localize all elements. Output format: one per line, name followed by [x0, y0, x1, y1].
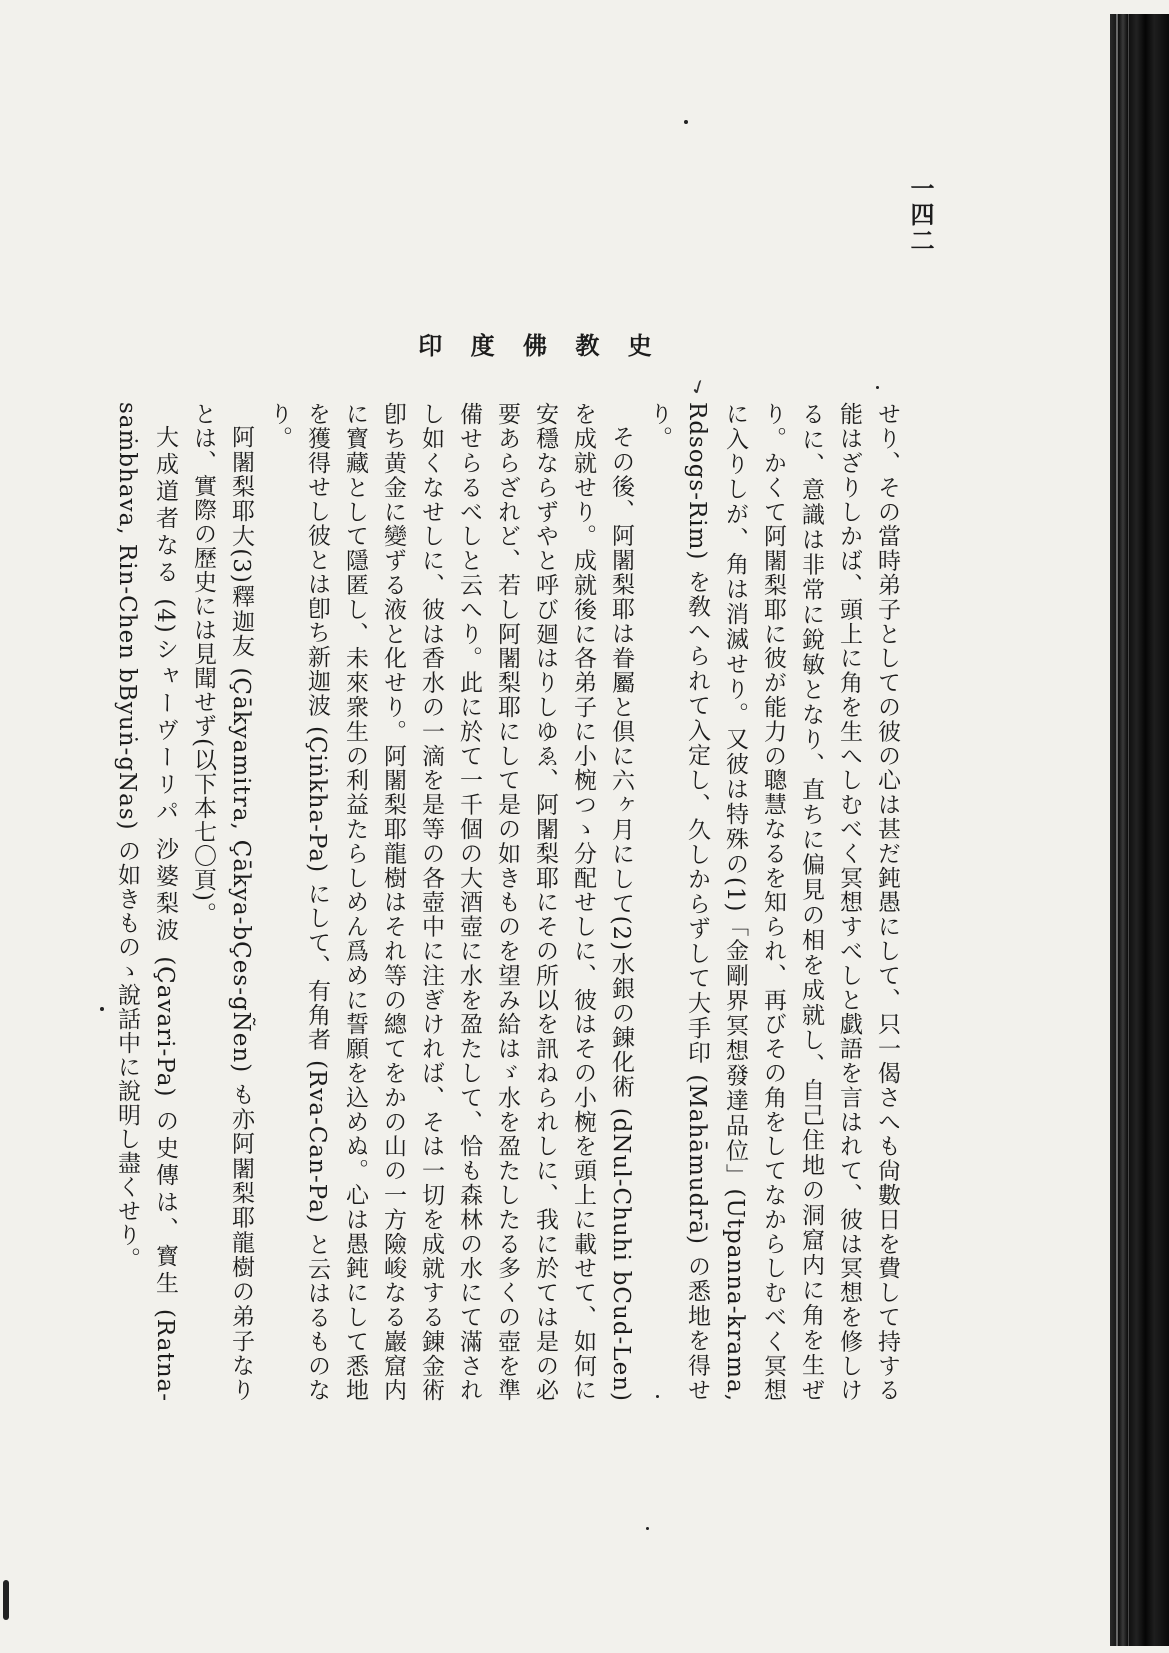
scan-speck — [100, 1007, 104, 1011]
scan-speck — [876, 386, 879, 389]
running-head: 印 度 佛 教 史 — [418, 331, 662, 360]
page-number: 一四二 — [906, 176, 935, 254]
scan-speck — [656, 1395, 659, 1398]
book-binding-edge — [1110, 14, 1169, 1646]
paragraph-3: 阿闍梨耶大(3)釋迦友 (Çākyamitra, Çākya-bÇes-gÑen) も亦阿闍梨耶龍樹の弟子なりとは、實際の歷史には見聞せず(以下本七〇頁)。 — [190, 402, 254, 1402]
paragraph-2: その後、阿闍梨耶は眷屬と倶に六ヶ月にして(2)水銀の錬化術 (dNul-Chuhi bCud-Len) を成就せり。成就後に各弟子に小椀つゝ分配せしに、彼はその小椀を頭上に載せて、如何に安穩ならずやと呼び廻はりしゆゑ、阿闍梨耶にその所以を訊ねられしに、我に於ては是の必要あらざれど、若し阿闍梨耶にして是の如きものを望み給はゞ水を盈たしたる多くの壺を準備せらるべしと云へり。此に於て一千個の大酒壺に水を盈たして、恰も森林の水にて滿されし如くなせしに、彼は香水の一滴を是等の各壺中に注ぎければ、そは一切を成就する錬金術卽ち黄金に變ずる液と化せり。阿闍梨耶龍樹はそれ等の總てをかの山の一方險峻なる巖窟内に寳藏として隱匿し、未來衆生の利益たらしめん爲めに誓願を込めぬ。心は愚鈍にして悉地を獲得せし彼とは卽ち新迦波 (Çiṅkha-Pa) にして、有角者 (Rva-Can-Pa) と云はるものなり。 — [266, 402, 634, 1402]
scan-speck — [684, 120, 688, 124]
margin-check-mark: ✓ — [686, 372, 711, 402]
paragraph-4: 大成道者なる (4)シャーヴーリパ 沙婆梨波 (Çavari-Pa) の史傳は、寳生 (Ratna-saṁbhava, Rin-Chen bByuṅ-gNas) の如きものゝ說話中に說明し盡くせり。 — [114, 402, 178, 1402]
body-text — [84, 402, 906, 1402]
scan-speck — [3, 1580, 9, 1620]
scan-speck — [646, 1527, 649, 1530]
paragraph-1: せり、その當時弟子としての彼の心は甚だ鈍愚にして、只一偈さへも尙數日を費して持する能はざりしかば、頭上に角を生へしむべく冥想すべしと戯語を言はれて、彼は冥想を修しけるに、意識は非常に銳敏となり、直ちに偏見の相を成就し、自己住地の洞窟内に角を生ぜり。かくて阿闍梨耶に彼が能力の聰慧なるを知られ、再びその角をしてなからしむべく冥想に入りしが、角は消滅せり。又彼は特殊の(1)「金剛界冥想發達品位」(Utpanna-krama, Rdsogs-Rim) を敎へられて入定し、久しからずして大手印 (Mahāmudrā) の悉地を得せり。 — [646, 402, 900, 1402]
